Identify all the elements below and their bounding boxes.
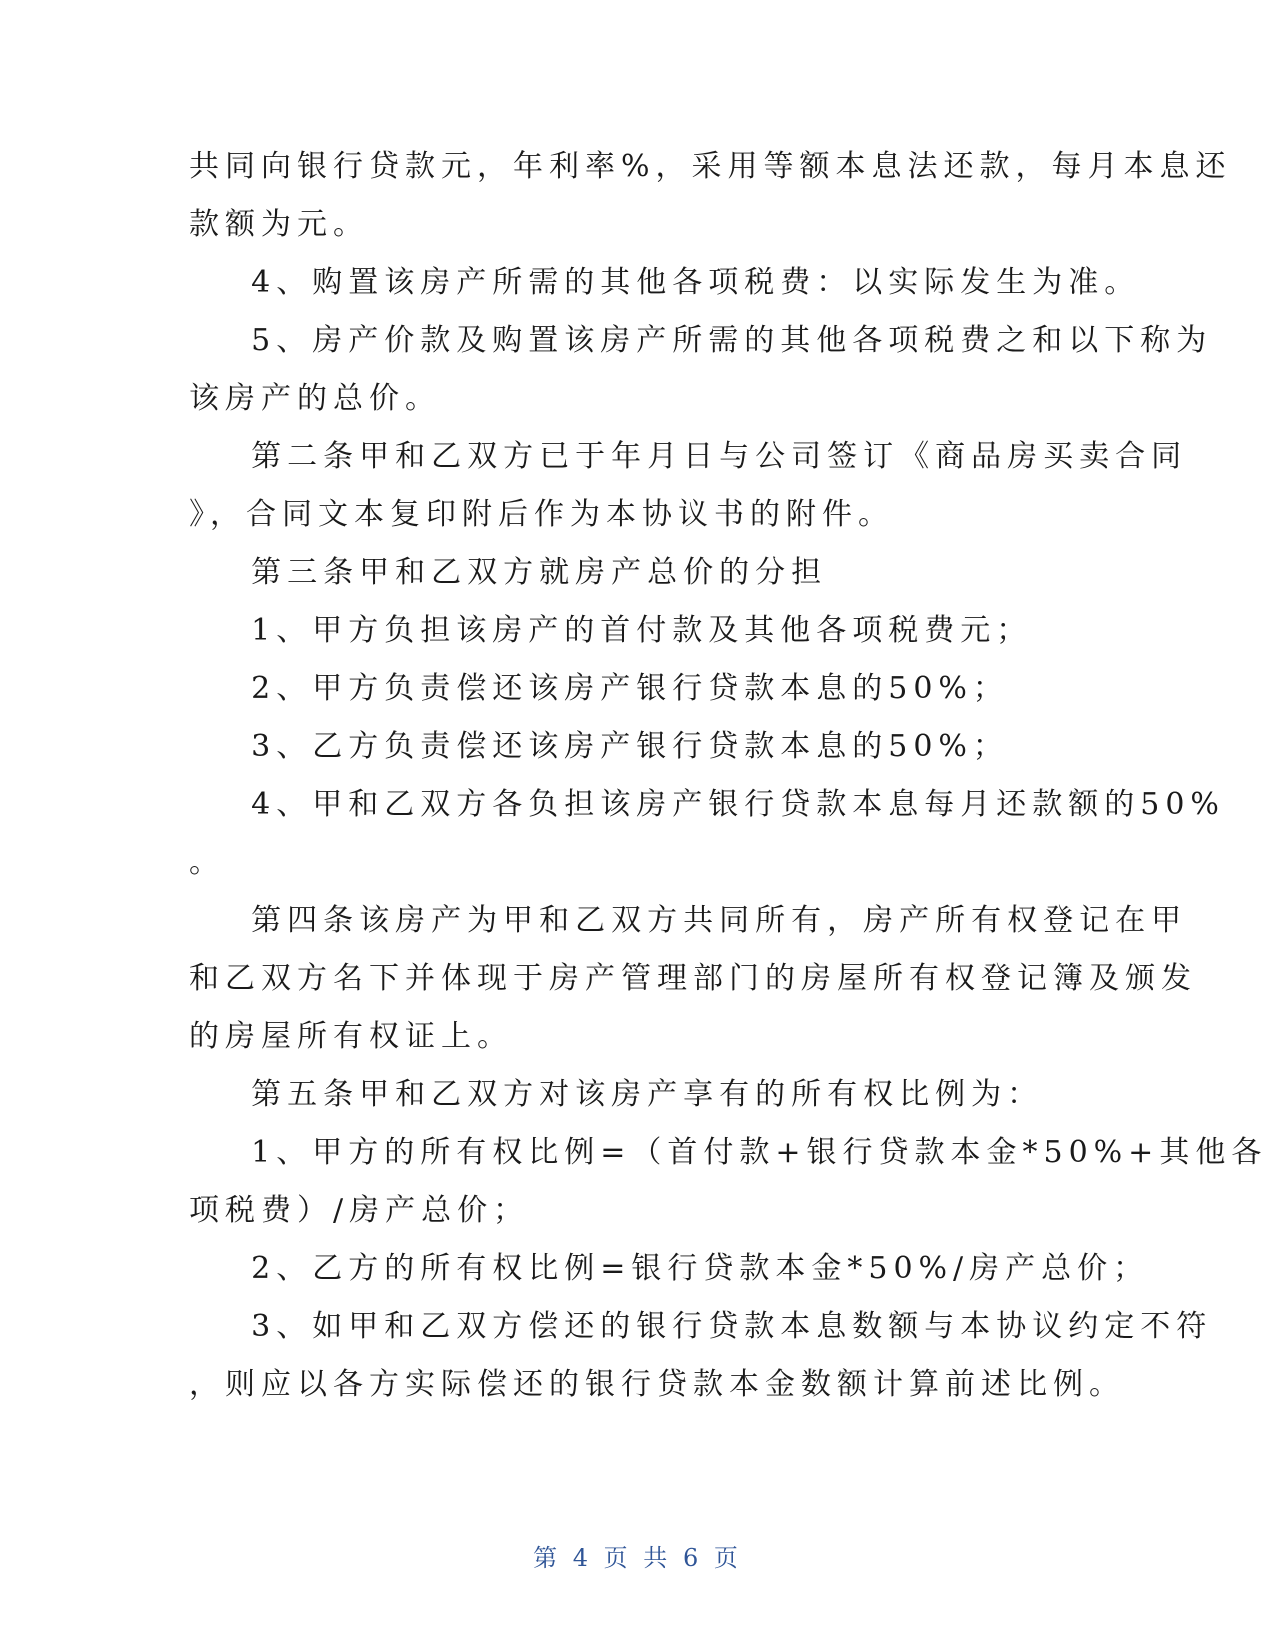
paragraph-article-4 bbox=[189, 892, 1197, 1066]
text-line: 5、房产价款及购置该房产所需的其他各项税费之和以下称为 bbox=[189, 323, 1213, 358]
paragraph-article-5 bbox=[189, 1066, 1089, 1124]
paragraph-article-3-item-4 bbox=[189, 776, 1225, 892]
text-line: 共同向银行贷款元，年利率%，采用等额本息法还款，每月本息还 bbox=[189, 149, 1232, 184]
text-line: 4、甲和乙双方各负担该房产银行贷款本息每月还款额的50% bbox=[189, 787, 1225, 822]
paragraph-article-3-item-2 bbox=[189, 660, 1089, 718]
paragraph-article-3-item-1 bbox=[189, 602, 1089, 660]
paragraph-loan bbox=[189, 138, 1232, 254]
paragraph-article-2 bbox=[189, 428, 1188, 544]
text-line: 3、如甲和乙双方偿还的银行贷款本息数额与本协议约定不符 bbox=[189, 1309, 1213, 1344]
text-line: 1、甲方的所有权比例=（首付款+银行贷款本金*50%+其他各 bbox=[189, 1135, 1268, 1170]
text-line: 2、甲方负责偿还该房产银行贷款本息的50%； bbox=[189, 671, 1009, 706]
paragraph-article-5-item-2 bbox=[189, 1240, 1150, 1298]
text-line: 3、乙方负责偿还该房产银行贷款本息的50%； bbox=[189, 729, 1009, 764]
paragraph-article-5-item-3 bbox=[189, 1298, 1213, 1414]
document-body bbox=[189, 138, 1268, 1414]
text-line: ，则应以各方实际偿还的银行贷款本金数额计算前述比例。 bbox=[189, 1367, 1125, 1402]
text-line: 第五条甲和乙双方对该房产享有的所有权比例为： bbox=[189, 1077, 1044, 1112]
text-line: 项税费）/房产总价； bbox=[189, 1193, 530, 1228]
text-line: 和乙双方名下并体现于房产管理部门的房屋所有权登记簿及颁发 bbox=[189, 961, 1197, 996]
paragraph-item-5-total bbox=[189, 312, 1213, 428]
text-line: 1、甲方负担该房产的首付款及其他各项税费元； bbox=[189, 613, 1033, 648]
paragraph-item-4-taxes bbox=[189, 254, 1141, 312]
page-number-footer: 第 4 页 共 6 页 bbox=[533, 1544, 742, 1572]
text-line: 款额为元。 bbox=[189, 207, 369, 242]
text-line: 的房屋所有权证上。 bbox=[189, 1019, 513, 1054]
text-line: 》，合同文本复印附后作为本协议书的附件。 bbox=[189, 497, 894, 532]
text-line: 第四条该房产为甲和乙双方共同所有，房产所有权登记在甲 bbox=[189, 903, 1188, 938]
text-line: 2、乙方的所有权比例=银行贷款本金*50%/房产总价； bbox=[189, 1251, 1150, 1286]
text-line: 该房产的总价。 bbox=[189, 381, 441, 416]
text-line: 。 bbox=[189, 845, 225, 880]
paragraph-article-5-item-1 bbox=[189, 1124, 1268, 1240]
paragraph-article-3 bbox=[189, 544, 1089, 602]
paragraph-article-3-item-3 bbox=[189, 718, 1089, 776]
text-line: 第三条甲和乙双方就房产总价的分担 bbox=[189, 555, 828, 590]
text-line: 4、购置该房产所需的其他各项税费：以实际发生为准。 bbox=[189, 265, 1141, 300]
text-line: 第二条甲和乙双方已于年月日与公司签订《商品房买卖合同 bbox=[189, 439, 1188, 474]
